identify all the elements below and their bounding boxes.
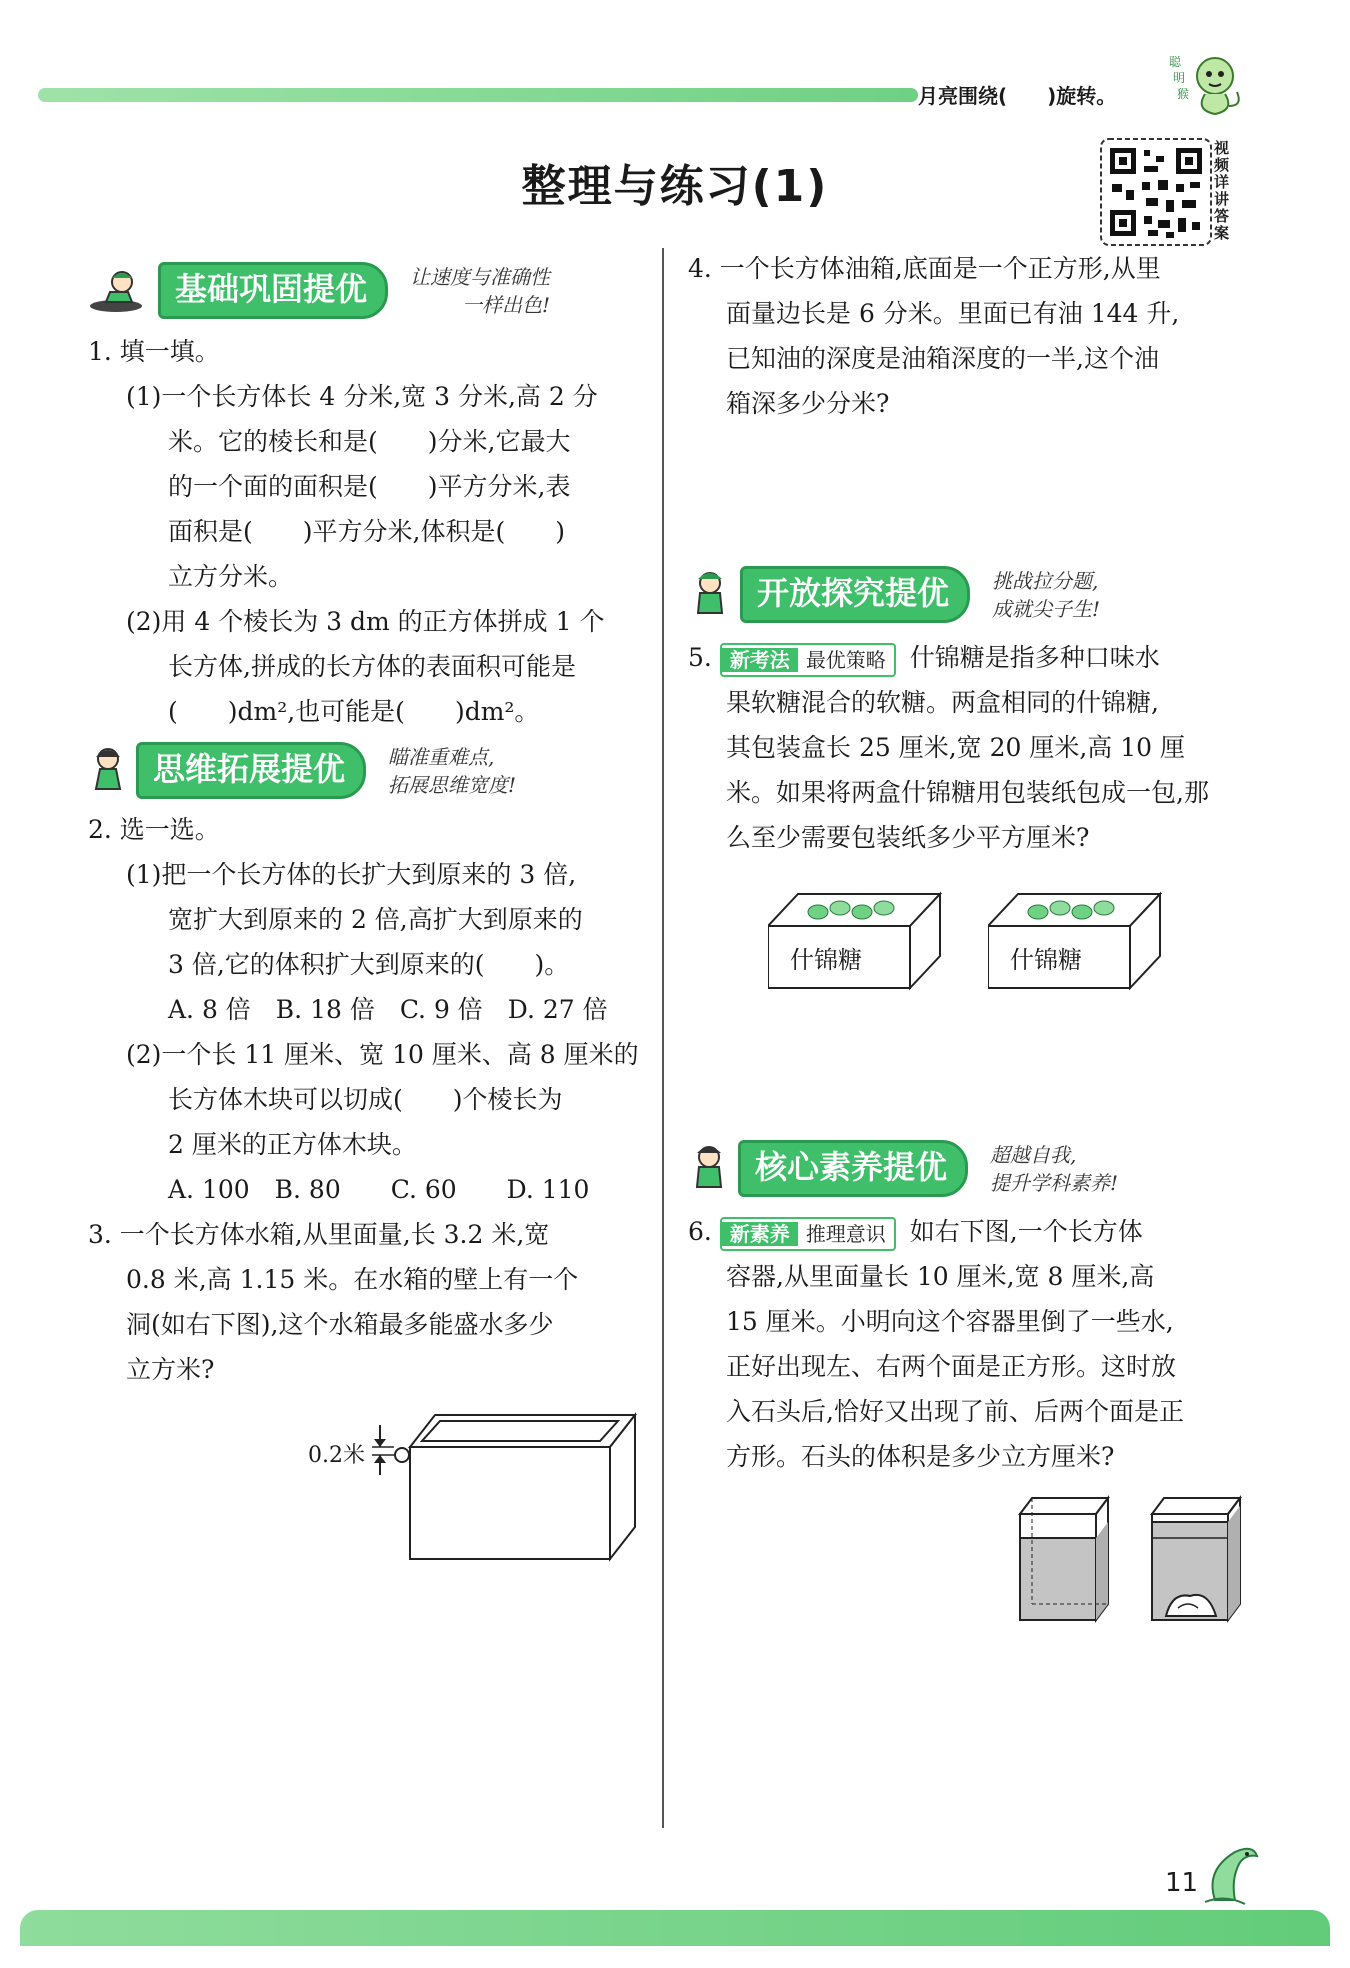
section-banner-basic (88, 262, 648, 319)
question-2-head: 2. 选一选。 (88, 815, 220, 844)
section-label-basic: 基础巩固提优 (158, 262, 388, 319)
right-column (688, 246, 1248, 860)
water-tank-figure (360, 1395, 640, 1565)
header-bar (38, 88, 918, 102)
svg-text:明: 明 (1173, 71, 1186, 85)
girl-mascot-icon (88, 745, 128, 797)
candy-box-1: 什锦糖 (768, 890, 968, 1000)
column-divider (662, 248, 664, 1828)
section-slogan-core: 超越自我, 提升学科素养! (990, 1142, 1119, 1195)
boy-mascot-icon (688, 569, 732, 621)
left-column (88, 262, 648, 1392)
section-label-thinking: 思维拓展提优 (136, 742, 366, 799)
section-slogan-basic: 让速度与准确性 一样出色! (410, 264, 551, 317)
question-2-1-options: A. 8 倍 B. 18 倍 C. 9 倍 D. 27 倍 (168, 995, 608, 1024)
skater-mascot-icon (88, 268, 150, 314)
qr-code-icon[interactable] (1100, 138, 1212, 246)
section-label-core: 核心素养提优 (738, 1140, 968, 1197)
tag-new-method: 新考法 最优策略 (720, 643, 896, 677)
section-banner-open (688, 566, 1248, 623)
section-slogan-thinking: 瞄准重难点, 拓展思维宽度! (388, 744, 517, 797)
question-2-2-options: A. 100 B. 80 C. 60 D. 110 (168, 1175, 590, 1204)
container-water (1020, 1498, 1108, 1620)
question-3: 3. 一个长方体水箱,从里面量,长 3.2 米,宽 0.8 米,高 1.15 米。在水箱的壁上有一个 洞(如右下图),这个水箱最多能盛水多少 立方米? (88, 1220, 579, 1384)
container-figures (1012, 1490, 1252, 1625)
section-banner-core (688, 1140, 1248, 1197)
monkey-mascot-icon (1165, 48, 1243, 118)
candy-box-2: 什锦糖 (988, 890, 1188, 1000)
svg-text:猴: 猴 (1177, 87, 1190, 101)
question-4: 4. 一个长方体油箱,底面是一个正方形,从里 面量边长是 6 分米。里面已有油 144 升, 已知油的深度是油箱深度的一半,这个油 箱深多少分米? (688, 254, 1180, 418)
container-water-stone (1152, 1498, 1240, 1620)
question-2: 2. 选一选。 (1)把一个长方体的长扩大到原来的 3 倍, 宽扩大到原来的 2 倍,高扩大到原来的 3 倍,它的体积扩大到原来的( )。 A. 8 倍 B. 18 倍 C. 9 倍 D. 27 倍 (2)一个长 11 厘米、宽 10 厘米、高 8 厘米的 长方体木块可以切成( )个棱长为 2 厘米的正方体木块。 A. 100 B. 80 C. 60 D. 110 (88, 807, 648, 1212)
question-1: 1. 填一填。 (1)一个长方体长 4 分米,宽 3 分米,高 2 分 米。它的棱长和是( )分米,它最大 的一个面的面积是( )平方分米,表 面积是( )平方分米,体积是( ) 立方分米。 (2)用 4 个棱长为 3 dm 的正方体拼成 1 个 长方体,拼成的长方体的表面积可能是 ( )dm²,也可能是( )dm²。 (88, 329, 648, 734)
tag-new-literacy: 新素养 推理意识 (720, 1217, 896, 1251)
page-title: 整理与练习(1) (521, 161, 829, 212)
question-5: 5. 新考法 最优策略 什锦糖是指多种口味水 果软糖混合的软糖。两盒相同的什锦糖, 其包装盒长 25 厘米,宽 20 厘米,高 10 厘 米。如果将两盒什锦糖用包装纸包成一包,那 么至少需要包装纸多少平方厘米? (688, 643, 1209, 852)
tank-hole-label: 0.2米 (308, 1443, 365, 1468)
header-note: 月亮围绕( )旋转。 (918, 84, 1117, 108)
section-slogan-open: 挑战拉分题, 成就尖子生! (992, 568, 1101, 621)
page-number: 11 (1165, 1868, 1199, 1898)
qr-caption: 视频详讲答案 (1214, 139, 1230, 242)
right-column-lower (688, 1140, 1248, 1479)
dolphin-mascot-icon (1195, 1840, 1265, 1910)
section-label-open: 开放探究提优 (740, 566, 970, 623)
question-6: 6. 新素养 推理意识 如右下图,一个长方体 容器,从里面量长 10 厘米,宽 8 厘米,高 15 厘米。小明向这个容器里倒了一些水, 正好出现左、右两个面是正方形。这时放 入石头后,恰好又出现了前、后两个面是正 方形。石头的体积是多少立方厘米? (688, 1217, 1184, 1471)
svg-text:聪: 聪 (1169, 55, 1182, 69)
question-1-head: 1. 填一填。 (88, 337, 220, 366)
section-banner-thinking (88, 742, 648, 799)
footer-bar (20, 1910, 1330, 1946)
student-mascot-icon (688, 1143, 730, 1195)
